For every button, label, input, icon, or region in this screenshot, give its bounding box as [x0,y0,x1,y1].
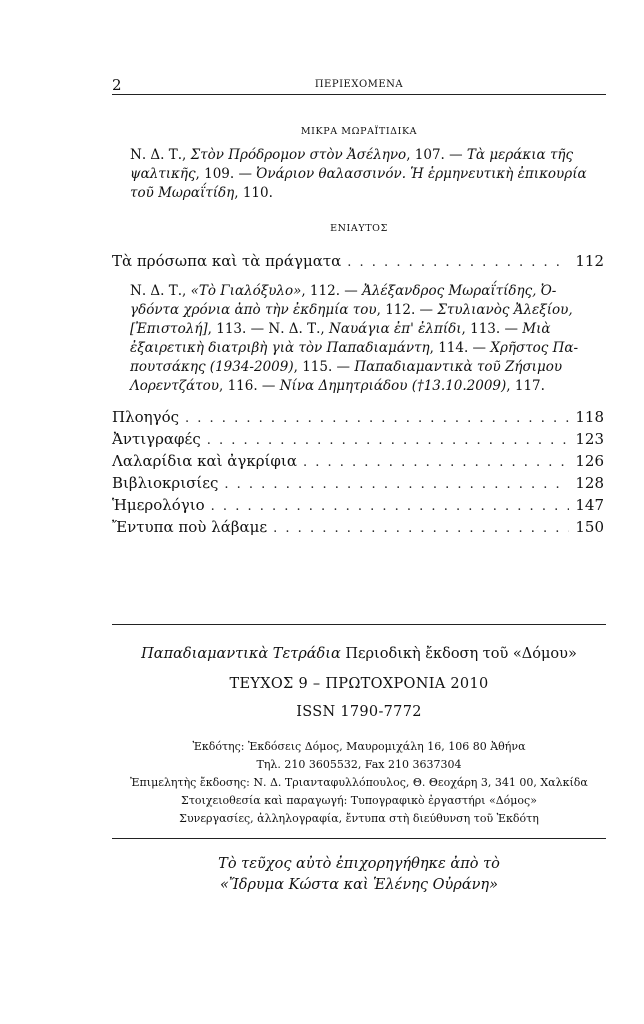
leader-dots [185,411,569,426]
leader-dots [211,499,570,514]
editor-line: Ἐπιμελητὴς ἔκδοσης: Ν. Δ. Τριανταφυλλόπουλος, Θ. Θεοχάρη 3, 341 00, Χαλκίδα [130,776,588,789]
leader-dots [347,255,569,270]
toc-label: Βιβλιοκρισίες [112,474,219,492]
phone-line: Τηλ. 210 3605532, Fax 210 3637304 [256,758,462,771]
eniautos-line-3: [Ἐπιστολή], 113. — Ν. Δ. Τ., Ναυάγια ἐπ' ἐλπίδι, 113. — Μιὰ [130,321,551,337]
issue-line: ΤΕΥΧΟΣ 9 – ΠΡΩΤΟΧΡΟΝΙΑ 2010 [229,676,489,692]
page-number: 2 [112,76,122,94]
toc-page: 123 [575,430,604,448]
eniautos-line-2: γδόντα χρόνια ἀπὸ τὴν ἐκδημία του, 112. — Στυλιανὸς Ἀλεξίου, [130,302,573,318]
toc-label: Πλοηγός [112,408,180,426]
sponsor-note [112,854,606,896]
eniautos-line-5: πουτσάκης (1934-2009), 115. — Παπαδιαμαντικὰ τοῦ Ζήσιμου [130,359,563,375]
eniautos-entries [130,282,600,396]
eniautos-line-1: Ν. Δ. Τ., «Τὸ Γιαλόξυλο», 112. — Ἀλέξανδρος Μωραΐτίδης, Ὀ- [130,283,557,299]
issn-line: ISSN 1790-7772 [296,704,422,720]
toc-row-prosopa[interactable] [112,252,604,272]
toc-row-vivliokrisies[interactable] [112,474,604,494]
mikra-entries [130,146,600,203]
toc-row-lalaridia[interactable] [112,452,604,472]
toc-row-entypa[interactable] [112,518,604,538]
leader-dots [273,521,569,536]
contact-line: Συνεργασίες, ἀλληλογραφία, ἔντυπα στὴ διεύθυνση τοῦ Ἐκδότη [179,812,539,825]
running-head: ΠΕΡΙΕΧΟΜΕΝΑ [314,79,404,90]
eniautos-line-4: ἐξαιρετικὴ διατριβὴ γιὰ τὸν Παπαδιαμάντη, 114. — Χρῆστος Πα- [130,340,579,356]
toc-row-ploigos[interactable] [112,408,604,428]
journal-name: Παπαδιαμαντικὰ Τετράδια [141,646,341,662]
section-title-eniautos: ΕΝΙΑΥΤΟΣ [330,223,388,234]
toc-label: Ἀντιγραφές [112,430,201,448]
toc-page: 112 [575,252,604,270]
header-rule [112,94,606,95]
typesetting-line: Στοιχειοθεσία καὶ παραγωγή: Τυπογραφικὸ ἐργαστήρι «Δόμος» [181,794,537,807]
leader-dots [303,455,569,470]
toc-label: Λαλαρίδια καὶ ἀγκρίφια [112,452,297,470]
toc-page: 128 [575,474,604,492]
toc-label: Ἔντυπα ποὺ λάβαμε [112,518,268,536]
colophon-title [112,646,606,662]
toc-label: Τὰ πρόσωπα καὶ τὰ πράγματα [112,252,342,270]
page-header [112,76,606,94]
eniautos-line-6: Λορεντζάτου, 116. — Νίνα Δημητριάδου (†13.10.2009), 117. [130,378,545,394]
sponsor-line-1: Τὸ τεῦχος αὐτὸ ἐπιχορηγήθηκε ἀπὸ τὸ [218,856,500,872]
toc-label: Ἡμερολόγιο [112,496,205,514]
colophon-rule-bottom [112,838,606,839]
leader-dots [207,433,570,448]
toc-page: 147 [575,496,604,514]
toc-row-imerologio[interactable] [112,496,604,516]
toc-row-antigrafes[interactable] [112,430,604,450]
toc-page: 118 [575,408,604,426]
toc-page: 126 [575,452,604,470]
leader-dots [224,477,569,492]
colophon-rule-top [112,624,606,625]
mikra-line-3: τοῦ Μωραΐτίδη, 110. [130,185,273,201]
toc-page: 150 [575,518,604,536]
mikra-line-1: Ν. Δ. Τ., Στὸν Πρόδρομον στὸν Ἀσέληνο, 107. — Τὰ μεράκια τῆς [130,147,574,163]
section-title-mikra: ΜΙΚΡΑ ΜΩΡΑΪΤΙΔΙΚΑ [300,126,418,137]
sponsor-line-2: «Ἴδρυμα Κώστα καὶ Ἑλένης Οὐράνη» [220,877,498,893]
mikra-line-2: ψαλτικῆς, 109. — Ὀνάριον θαλασσινόν. Ἡ ἑρμηνευτικὴ ἐπικουρία [130,166,587,182]
publisher-line: Ἐκδότης: Ἐκδόσεις Δόμος, Μαυρομιχάλη 16, 106 80 Ἀθήνα [192,740,526,753]
journal-subtitle: Περιοδικὴ ἔκδοση τοῦ «Δόμου» [340,646,577,662]
